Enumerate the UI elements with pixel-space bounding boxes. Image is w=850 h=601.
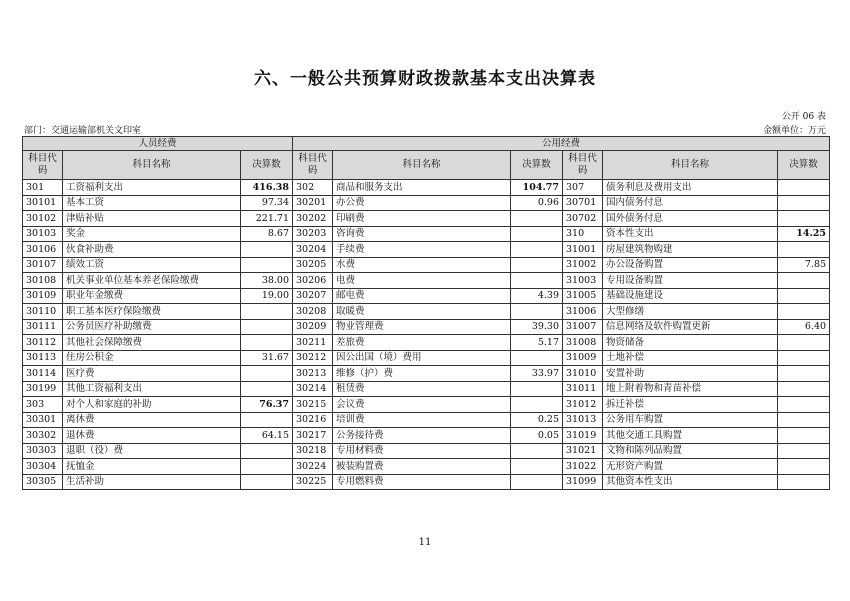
cell-amount [778,288,830,304]
cell-code: 30101 [23,195,63,211]
department-label: 部门：交通运输部机关文印室 [24,126,142,136]
cell-code: 30208 [293,304,333,320]
cell-code: 30103 [23,226,63,242]
table-row [23,242,830,258]
cell-amount [778,443,830,459]
cell-name: 办公费 [333,195,511,211]
cell-name: 退职（役）费 [63,443,241,459]
cell-name: 离休费 [63,412,241,428]
cell-name: 物资储备 [603,335,778,351]
cell-name: 因公出国（境）费用 [333,350,511,366]
cell-name: 专用材料费 [333,443,511,459]
cell-name: 咨询费 [333,226,511,242]
cell-code: 31005 [563,288,603,304]
cell-name: 办公设备购置 [603,257,778,273]
cell-amount: 7.85 [778,257,830,273]
cell-code: 30303 [23,443,63,459]
table-row [23,350,830,366]
cell-amount [511,474,563,490]
form-number: 公开 06 表 [781,112,826,122]
table-row [23,288,830,304]
cell-amount [778,304,830,320]
cell-name: 房屋建筑物购建 [603,242,778,258]
cell-code: 30216 [293,412,333,428]
cell-amount [241,335,293,351]
cell-name: 培训费 [333,412,511,428]
cell-amount: 38.00 [241,273,293,289]
cell-code: 31021 [563,443,603,459]
table-row [23,195,830,211]
cell-name: 取暖费 [333,304,511,320]
cell-code: 30109 [23,288,63,304]
cell-amount: 5.17 [511,335,563,351]
cell-amount [511,443,563,459]
cell-amount [778,412,830,428]
cell-code: 30204 [293,242,333,258]
cell-amount [511,211,563,227]
cell-name: 公务员医疗补助缴费 [63,319,241,335]
table-row [23,428,830,444]
cell-name: 会议费 [333,397,511,413]
cell-amount: 33.97 [511,366,563,382]
cell-amount [778,397,830,413]
cell-amount [241,366,293,382]
cell-amount [511,242,563,258]
cell-code: 30213 [293,366,333,382]
cell-amount [241,412,293,428]
cell-amount [778,428,830,444]
cell-amount [778,350,830,366]
cell-name: 印刷费 [333,211,511,227]
cell-code: 30110 [23,304,63,320]
cell-amount [241,304,293,320]
cell-amount [778,459,830,475]
cell-code: 30215 [293,397,333,413]
cell-name: 抚恤金 [63,459,241,475]
cell-amount [778,242,830,258]
cell-code: 31022 [563,459,603,475]
cell-code: 31011 [563,381,603,397]
cell-code: 30107 [23,257,63,273]
cell-amount [778,366,830,382]
cell-amount [511,350,563,366]
cell-name: 资本性支出 [603,226,778,242]
cell-code: 31006 [563,304,603,320]
cell-code: 30202 [293,211,333,227]
cell-code: 31010 [563,366,603,382]
cell-code: 31012 [563,397,603,413]
cell-code: 30206 [293,273,333,289]
cell-amount [778,474,830,490]
header-amount: 决算数 [511,151,563,180]
cell-amount: 31.67 [241,350,293,366]
cell-name: 差旅费 [333,335,511,351]
cell-code: 30224 [293,459,333,475]
cell-code: 30211 [293,335,333,351]
cell-name: 公务用车购置 [603,412,778,428]
cell-name: 退休费 [63,428,241,444]
cell-amount: 97.34 [241,195,293,211]
cell-name: 机关事业单位基本养老保险缴费 [63,273,241,289]
table-row [23,304,830,320]
header-code: 科目代码 [293,151,333,180]
cell-amount: 416.38 [241,180,293,196]
cell-code: 30212 [293,350,333,366]
group-personnel: 人员经费 [23,137,293,151]
cell-code: 31001 [563,242,603,258]
cell-name: 债务利息及费用支出 [603,180,778,196]
cell-code: 31008 [563,335,603,351]
cell-name: 绩效工资 [63,257,241,273]
cell-code: 30205 [293,257,333,273]
cell-amount: 39.30 [511,319,563,335]
cell-code: 30218 [293,443,333,459]
cell-amount: 19.00 [241,288,293,304]
cell-name: 其他社会保障缴费 [63,335,241,351]
cell-code: 303 [23,397,63,413]
cell-name: 基础设施建设 [603,288,778,304]
cell-name: 基本工资 [63,195,241,211]
cell-code: 30301 [23,412,63,428]
cell-code: 30112 [23,335,63,351]
cell-name: 津贴补贴 [63,211,241,227]
cell-name: 租赁费 [333,381,511,397]
cell-code: 31002 [563,257,603,273]
cell-code: 30214 [293,381,333,397]
cell-name: 专用燃料费 [333,474,511,490]
cell-name: 安置补助 [603,366,778,382]
cell-amount [778,273,830,289]
cell-code: 30199 [23,381,63,397]
table-row [23,474,830,490]
group-header-row [23,137,830,151]
cell-code: 30217 [293,428,333,444]
cell-code: 30201 [293,195,333,211]
cell-name: 公务接待费 [333,428,511,444]
cell-amount: 104.77 [511,180,563,196]
cell-amount [241,459,293,475]
cell-amount [511,397,563,413]
cell-name: 土地补偿 [603,350,778,366]
cell-name: 其他交通工具购置 [603,428,778,444]
cell-code: 31009 [563,350,603,366]
cell-amount: 64.15 [241,428,293,444]
table-row [23,335,830,351]
cell-code: 30102 [23,211,63,227]
cell-name: 维修（护）费 [333,366,511,382]
cell-code: 30207 [293,288,333,304]
cell-code: 30203 [293,226,333,242]
cell-name: 生活补助 [63,474,241,490]
cell-name: 拆迁补偿 [603,397,778,413]
cell-amount [241,443,293,459]
cell-amount [241,381,293,397]
cell-amount [778,180,830,196]
table-row [23,366,830,382]
cell-name: 专用设备购置 [603,273,778,289]
cell-name: 被装购置费 [333,459,511,475]
cell-amount [778,381,830,397]
table-row [23,459,830,475]
cell-code: 30701 [563,195,603,211]
cell-code: 30114 [23,366,63,382]
cell-name: 工资福利支出 [63,180,241,196]
cell-amount: 4.39 [511,288,563,304]
cell-name: 国外债务付息 [603,211,778,227]
cell-code: 30113 [23,350,63,366]
table-row [23,211,830,227]
cell-amount: 14.25 [778,226,830,242]
header-amount: 决算数 [778,151,830,180]
cell-amount: 0.96 [511,195,563,211]
cell-code: 302 [293,180,333,196]
cell-name: 职工基本医疗保险缴费 [63,304,241,320]
cell-code: 30225 [293,474,333,490]
cell-name: 商品和服务支出 [333,180,511,196]
page-title: 六、一般公共预算财政拨款基本支出决算表 [254,69,596,89]
cell-amount [511,304,563,320]
cell-amount [241,242,293,258]
cell-name: 大型修缮 [603,304,778,320]
cell-code: 31013 [563,412,603,428]
cell-amount: 0.05 [511,428,563,444]
cell-name: 对个人和家庭的补助 [63,397,241,413]
cell-name: 医疗费 [63,366,241,382]
cell-amount: 221.71 [241,211,293,227]
table-row [23,443,830,459]
cell-code: 31007 [563,319,603,335]
header-name: 科目名称 [333,151,511,180]
cell-amount [511,381,563,397]
cell-amount [778,335,830,351]
header-code: 科目代码 [23,151,63,180]
cell-code: 301 [23,180,63,196]
cell-name: 住房公积金 [63,350,241,366]
cell-name: 地上附着物和青苗补偿 [603,381,778,397]
cell-amount: 76.37 [241,397,293,413]
cell-amount [511,226,563,242]
cell-name: 其他资本性支出 [603,474,778,490]
cell-name: 职业年金缴费 [63,288,241,304]
cell-amount [511,459,563,475]
cell-name: 伙食补助费 [63,242,241,258]
table-row [23,381,830,397]
cell-amount [778,195,830,211]
cell-amount [778,211,830,227]
page-number: 11 [418,537,432,548]
table-row [23,180,830,196]
cell-name: 文物和陈列品购置 [603,443,778,459]
cell-code: 30111 [23,319,63,335]
cell-code: 30305 [23,474,63,490]
cell-code: 31019 [563,428,603,444]
cell-name: 国内债务付息 [603,195,778,211]
table-row [23,319,830,335]
cell-name: 物业管理费 [333,319,511,335]
cell-amount [241,474,293,490]
cell-code: 30302 [23,428,63,444]
header-code: 科目代码 [563,151,603,180]
cell-amount [241,319,293,335]
header-name: 科目名称 [63,151,241,180]
cell-amount [511,257,563,273]
cell-code: 31099 [563,474,603,490]
cell-name: 邮电费 [333,288,511,304]
cell-code: 30702 [563,211,603,227]
table-row [23,412,830,428]
cell-code: 310 [563,226,603,242]
table-row [23,397,830,413]
cell-name: 信息网络及软件购置更新 [603,319,778,335]
cell-amount: 6.40 [778,319,830,335]
cell-code: 30209 [293,319,333,335]
header-amount: 决算数 [241,151,293,180]
column-header-row [23,151,830,180]
group-public: 公用经费 [293,137,830,151]
cell-amount: 0.25 [511,412,563,428]
cell-code: 31003 [563,273,603,289]
cell-code: 30106 [23,242,63,258]
unit-label: 金额单位：万元 [762,126,826,136]
cell-name: 无形资产购置 [603,459,778,475]
cell-amount [511,273,563,289]
expenditure-table [22,136,830,490]
cell-code: 307 [563,180,603,196]
header-name: 科目名称 [603,151,778,180]
cell-name: 水费 [333,257,511,273]
cell-code: 30108 [23,273,63,289]
table-row [23,273,830,289]
cell-amount: 8.67 [241,226,293,242]
cell-name: 其他工资福利支出 [63,381,241,397]
cell-name: 电费 [333,273,511,289]
table-row [23,257,830,273]
cell-code: 30304 [23,459,63,475]
table-row [23,226,830,242]
cell-name: 手续费 [333,242,511,258]
cell-name: 奖金 [63,226,241,242]
cell-amount [241,257,293,273]
